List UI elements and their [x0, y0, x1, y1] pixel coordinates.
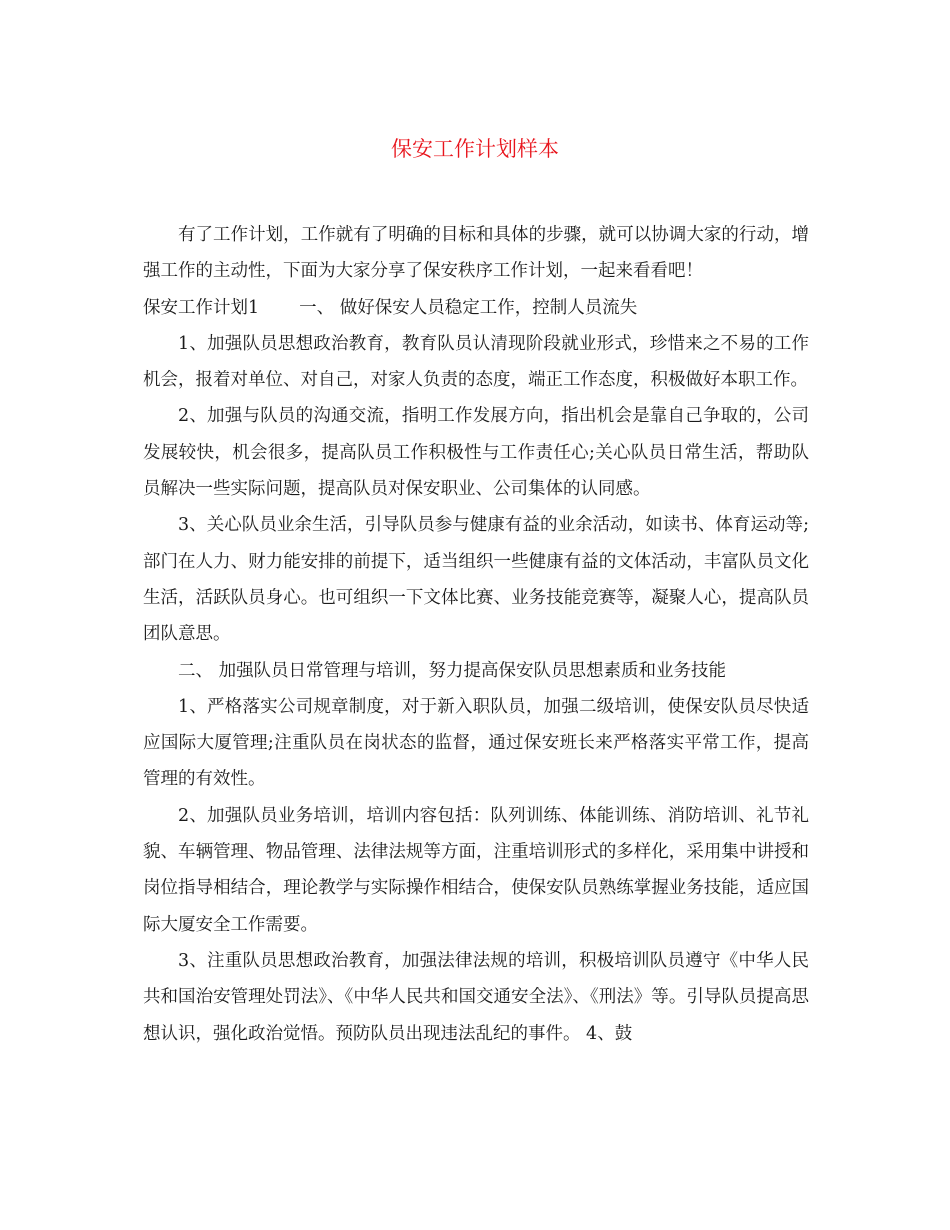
- plan-heading-line: [143, 290, 809, 326]
- paragraph-1-2: 2、加强与队员的沟通交流，指明工作发展方向，指出机会是靠自己争取的，公司发展较快，机会很多，提高队员工作积极性与工作责任心;关心队员日常生活，帮助队员解决一些实际问题，提高队员对保安职业、公司集体的认同感。: [143, 406, 809, 500]
- plan-heading: 保安工作计划1: [143, 297, 260, 318]
- section-two-heading: 二、 加强队员日常管理与培训，努力提高保安队员思想素质和业务技能: [178, 660, 727, 681]
- document-body: [143, 217, 809, 1052]
- document-title: 保安工作计划样本: [391, 137, 559, 161]
- section-one-heading: 一、 做好保安人员稳定工作，控制人员流失: [299, 297, 638, 318]
- paragraph-1-1: 1、加强队员思想政治教育，教育队员认清现阶段就业形式，珍惜来之不易的工作机会，报着对单位、对自己，对家人负责的态度，端正工作态度，积极做好本职工作。: [143, 333, 809, 391]
- paragraph-1-3: 3、关心队员业余生活，引导队员参与健康有益的业余活动，如读书、体育运动等;部门在人力、财力能安排的前提下，适当组织一些健康有益的文体活动，丰富队员文化生活，活跃队员身心。也可组织一下文体比赛、业务技能竞赛等，凝聚人心，提高队员团队意思。: [143, 515, 809, 645]
- paragraph-2-1: 1、严格落实公司规章制度，对于新入职队员，加强二级培训，使保安队员尽快适应国际大厦管理;注重队员在岗状态的监督，通过保安班长来严格落实平常工作，提高管理的有效性。: [143, 696, 809, 790]
- paragraph-2-2: 2、加强队员业务培训，培训内容包括：队列训练、体能训练、消防培训、礼节礼貌、车辆管理、物品管理、法律法规等方面，注重培训形式的多样化，采用集中讲授和岗位指导相结合，理论教学与实际操作相结合，使保安队员熟练掌握业务技能，适应国际大厦安全工作需要。: [143, 805, 809, 935]
- paragraph-2-3: 3、注重队员思想政治教育，加强法律法规的培训，积极培训队员遵守《中华人民共和国治安管理处罚法》、《中华人民共和国交通安全法》、《刑法》等。引导队员提高思想认识，强化政治觉悟。预防队员出现违法乱纪的事件。 4、鼓: [143, 950, 809, 1044]
- intro-paragraph: 有了工作计划，工作就有了明确的目标和具体的步骤，就可以协调大家的行动，增强工作的主动性，下面为大家分享了保安秩序工作计划，一起来看看吧！: [143, 225, 809, 282]
